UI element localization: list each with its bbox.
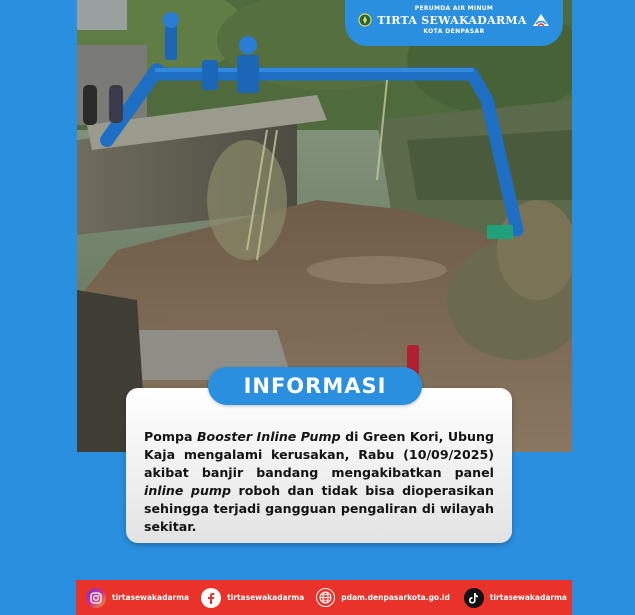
- logo-header: [345, 0, 563, 46]
- instagram-link[interactable]: [86, 588, 189, 608]
- tiktok-link[interactable]: [464, 588, 567, 608]
- social-footer: [76, 580, 572, 615]
- tiktok-handle: tirtasewakadarma: [489, 593, 567, 602]
- facebook-link[interactable]: [201, 588, 304, 608]
- info-text: Pompa Booster Inline Pump di Green Kori, Ubung Kaja mengalami kerusakan, Rabu (10/09/2025) akibat banjir bandang mengakibatkan panel inline pump roboh dan tidak bisa dioperasikan sehingga terjadi gangguan pengaliran di wilayah sekitar.: [144, 429, 495, 534]
- globe-icon: [316, 588, 335, 607]
- website-url: pdam.denpasarkota.go.id: [341, 593, 450, 602]
- org-small-label: PERUMDA AIR MINUM: [414, 5, 494, 12]
- facebook-handle: tirtasewakadarma: [227, 593, 305, 602]
- org-main-label: TIRTA SEWAKADARMA: [377, 13, 527, 27]
- facebook-icon: [201, 588, 221, 608]
- website-link[interactable]: [316, 588, 450, 607]
- instagram-icon: [86, 588, 106, 608]
- water-drop-logo-icon: [532, 13, 550, 27]
- org-city-label: KOTA DENPASAR: [423, 28, 485, 35]
- tiktok-icon: [464, 588, 484, 608]
- instagram-handle: tirtasewakadarma: [112, 593, 190, 602]
- info-badge: INFORMASI: [208, 367, 422, 405]
- emblem-icon: [358, 13, 372, 27]
